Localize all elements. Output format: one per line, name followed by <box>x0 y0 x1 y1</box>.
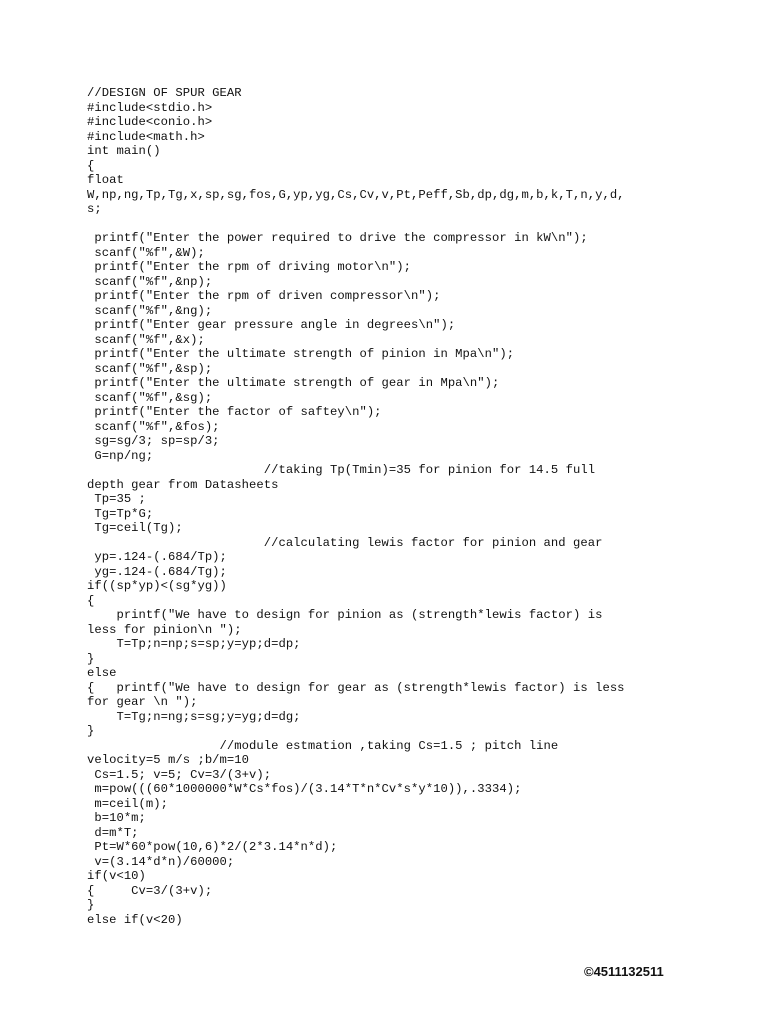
code-line: scanf("%f",&sp); <box>87 361 213 376</box>
code-line: printf("Enter the power required to drive the compressor in kW\n"); <box>87 231 588 245</box>
code-line: Tg=Tp*G; <box>87 506 154 521</box>
code-line: less for pinion\n "); <box>87 622 242 637</box>
code-line: yg=.124-(.684/Tg); <box>87 564 227 579</box>
code-line: printf("Enter the ultimate strength of gear in Mpa\n"); <box>87 376 500 390</box>
code-line: else if(v<20) <box>87 912 183 927</box>
code-line: Pt=W*60*pow(10,6)*2/(2*3.14*n*d); <box>87 840 338 854</box>
code-line: Tp=35 ; <box>87 492 146 506</box>
code-line: scanf("%f",&fos); <box>87 419 220 434</box>
code-line: } <box>87 724 95 738</box>
code-line: else <box>87 666 117 680</box>
code-line: depth gear from Datasheets <box>87 477 279 492</box>
code-line <box>87 217 687 232</box>
code-line: sg=sg/3; sp=sp/3; <box>87 434 220 448</box>
code-line: printf("Enter the ultimate strength of pinion in Mpa\n"); <box>87 347 515 361</box>
code-line: T=Tg;n=ng;s=sg;y=yg;d=dg; <box>87 709 301 724</box>
code-line: if((sp*yp)<(sg*yg)) <box>87 579 227 593</box>
code-line: printf("We have to design for pinion as (strength*lewis factor) is <box>87 608 603 622</box>
code-line: velocity=5 m/s ;b/m=10 <box>87 753 250 767</box>
code-line: scanf("%f",&W); <box>87 245 205 260</box>
code-listing <box>87 86 687 927</box>
code-line: } <box>87 651 95 666</box>
code-line: scanf("%f",&ng); <box>87 303 213 318</box>
document-id-footer: ©4511132511 <box>584 964 664 979</box>
code-line: s; <box>87 202 102 216</box>
code-line: d=m*T; <box>87 825 139 840</box>
code-line: G=np/ng; <box>87 448 154 463</box>
code-line: Cs=1.5; v=5; Cv=3/(3+v); <box>87 767 272 782</box>
code-line: { <box>87 593 95 608</box>
code-line: printf("Enter gear pressure angle in degrees\n"); <box>87 318 456 332</box>
code-line: int main() <box>87 144 161 158</box>
code-line: m=pow(((60*1000000*W*Cs*fos)/(3.14*T*n*Cv*s*y*10)),.3334); <box>87 782 522 796</box>
code-line: printf("Enter the rpm of driven compressor\n"); <box>87 289 441 303</box>
code-line: for gear \n "); <box>87 695 198 709</box>
code-line: v=(3.14*d*n)/60000; <box>87 854 235 869</box>
code-line: Tg=ceil(Tg); <box>87 521 183 535</box>
code-line: } <box>87 898 95 912</box>
code-line: //DESIGN OF SPUR GEAR <box>87 86 242 100</box>
code-line: m=ceil(m); <box>87 796 169 811</box>
code-line: { <box>87 158 95 173</box>
code-line: T=Tp;n=np;s=sp;y=yp;d=dp; <box>87 637 301 651</box>
code-line: { Cv=3/(3+v); <box>87 883 213 898</box>
code-line: float <box>87 173 124 187</box>
code-line: printf("Enter the factor of saftey\n"); <box>87 405 382 419</box>
code-line: #include<math.h> <box>87 129 205 144</box>
code-line: yp=.124-(.684/Tp); <box>87 550 227 564</box>
code-line: scanf("%f",&np); <box>87 274 213 289</box>
code-line: printf("Enter the rpm of driving motor\n"); <box>87 260 412 274</box>
code-line: W,np,ng,Tp,Tg,x,sp,sg,fos,G,yp,yg,Cs,Cv,v,Pt,Peff,Sb,dp,dg,m,b,k,T,n,y,d, <box>87 187 625 202</box>
code-line: scanf("%f",&sg); <box>87 390 213 405</box>
code-line: #include<stdio.h> <box>87 100 213 115</box>
code-line: //module estmation ,taking Cs=1.5 ; pitch line <box>87 738 559 753</box>
code-line: #include<conio.h> <box>87 115 213 129</box>
code-line: b=10*m; <box>87 811 146 825</box>
code-line: { printf("We have to design for gear as (strength*lewis factor) is less <box>87 680 625 695</box>
code-line: //taking Tp(Tmin)=35 for pinion for 14.5 full <box>87 463 596 477</box>
code-line: //calculating lewis factor for pinion and gear <box>87 535 603 550</box>
code-line: scanf("%f",&x); <box>87 332 205 347</box>
code-line: if(v<10) <box>87 869 146 883</box>
